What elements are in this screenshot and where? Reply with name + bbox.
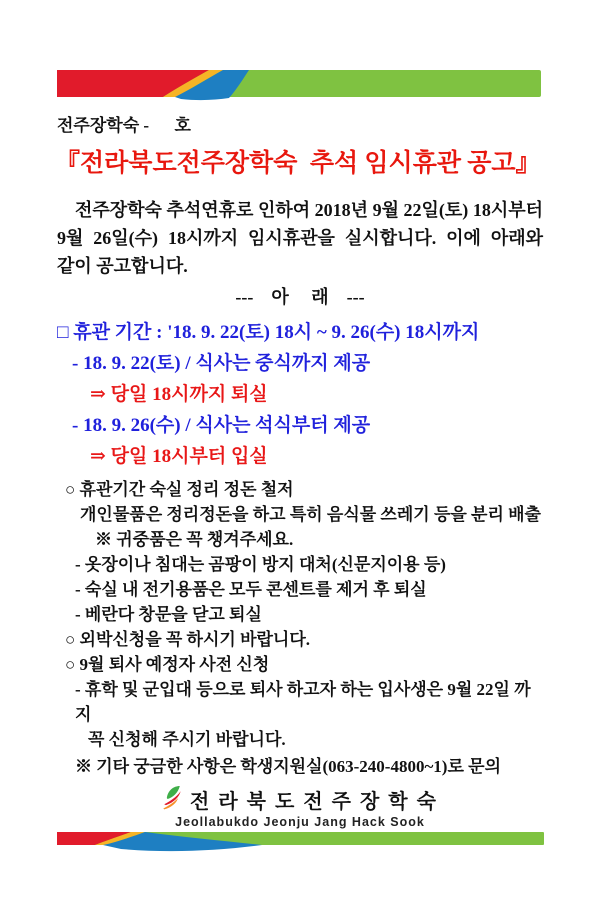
org-logo-icon xyxy=(162,786,182,812)
september-leave-heading: ○ 9월 퇴사 예정자 사전 신청 xyxy=(65,655,270,674)
intro-line-1: 전주장학숙 추석연휴로 인하여 2018년 9월 22일(토) 18시부터 xyxy=(75,200,543,220)
header-banner-graphic xyxy=(57,70,541,101)
intro-line-3: 같이 공고합니다. xyxy=(57,256,188,276)
closure-start-item: - 18. 9. 22(토) / 식사는 중식까지 제공 xyxy=(72,353,371,374)
org-name-row xyxy=(0,785,600,814)
overnight-request-item: ○ 외박신청을 꼭 하시기 바랍니다. xyxy=(65,630,311,649)
valuables-note: ※ 귀중품은 꼭 챙겨주세요. xyxy=(95,530,294,549)
footer xyxy=(0,785,600,852)
document-number: 전주장학숙 - 호 xyxy=(57,116,191,135)
unplug-item: - 숙실 내 전기용품은 모두 콘센트를 제거 후 퇴실 xyxy=(75,580,427,599)
closure-period-heading: □ 휴관 기간 : '18. 9. 22(토) 18시 ~ 9. 26(수) 18시까지 xyxy=(57,322,480,343)
closure-end-item: - 18. 9. 26(수) / 식사는 석식부터 제공 xyxy=(72,415,371,436)
section-divider: --- 아 래 --- xyxy=(235,287,365,307)
leave-apply-item-cont: 꼭 신청해 주시기 바랍니다. xyxy=(88,730,286,749)
footer-banner-graphic xyxy=(57,832,544,852)
room-tidy-heading: ○ 휴관기간 숙실 정리 정돈 철저 xyxy=(65,480,294,499)
intro-paragraph xyxy=(57,196,543,280)
notice-document xyxy=(0,70,600,919)
checkout-notice: ⇒ 당일 18시까지 퇴실 xyxy=(90,384,268,405)
logo-leaf-green xyxy=(167,786,180,799)
intro-line-2: 9월 26일(수) 18시까지 임시휴관을 실시합니다. 이에 아래와 xyxy=(57,228,543,248)
belongings-item: 개인물품은 정리정돈을 하고 특히 음식물 쓰레기 등을 분리 배출 xyxy=(80,505,541,524)
notice-title: 『전라북도전주장학숙 추석 임시휴관 공고』 xyxy=(55,150,541,177)
leave-apply-item: - 휴학 및 군입대 등으로 퇴사 하고자 하는 입사생은 9월 22일 까지 xyxy=(75,680,531,724)
notice-body xyxy=(57,317,547,779)
org-name-english: Jeollabukdo Jeonju Jang Hack Sook xyxy=(175,815,425,829)
org-name-korean: 전 라 북 도 전 주 장 학 숙 xyxy=(190,791,438,813)
window-item: - 베란다 창문을 닫고 퇴실 xyxy=(75,605,262,624)
checkin-notice: ⇒ 당일 18시부터 입실 xyxy=(90,446,268,467)
mold-prevention-item: - 옷장이나 침대는 곰팡이 방지 대처(신문지이용 등) xyxy=(75,555,446,574)
contact-note: ※ 기타 궁금한 사항은 학생지원실(063-240-4800~1)로 문의 xyxy=(75,757,501,776)
